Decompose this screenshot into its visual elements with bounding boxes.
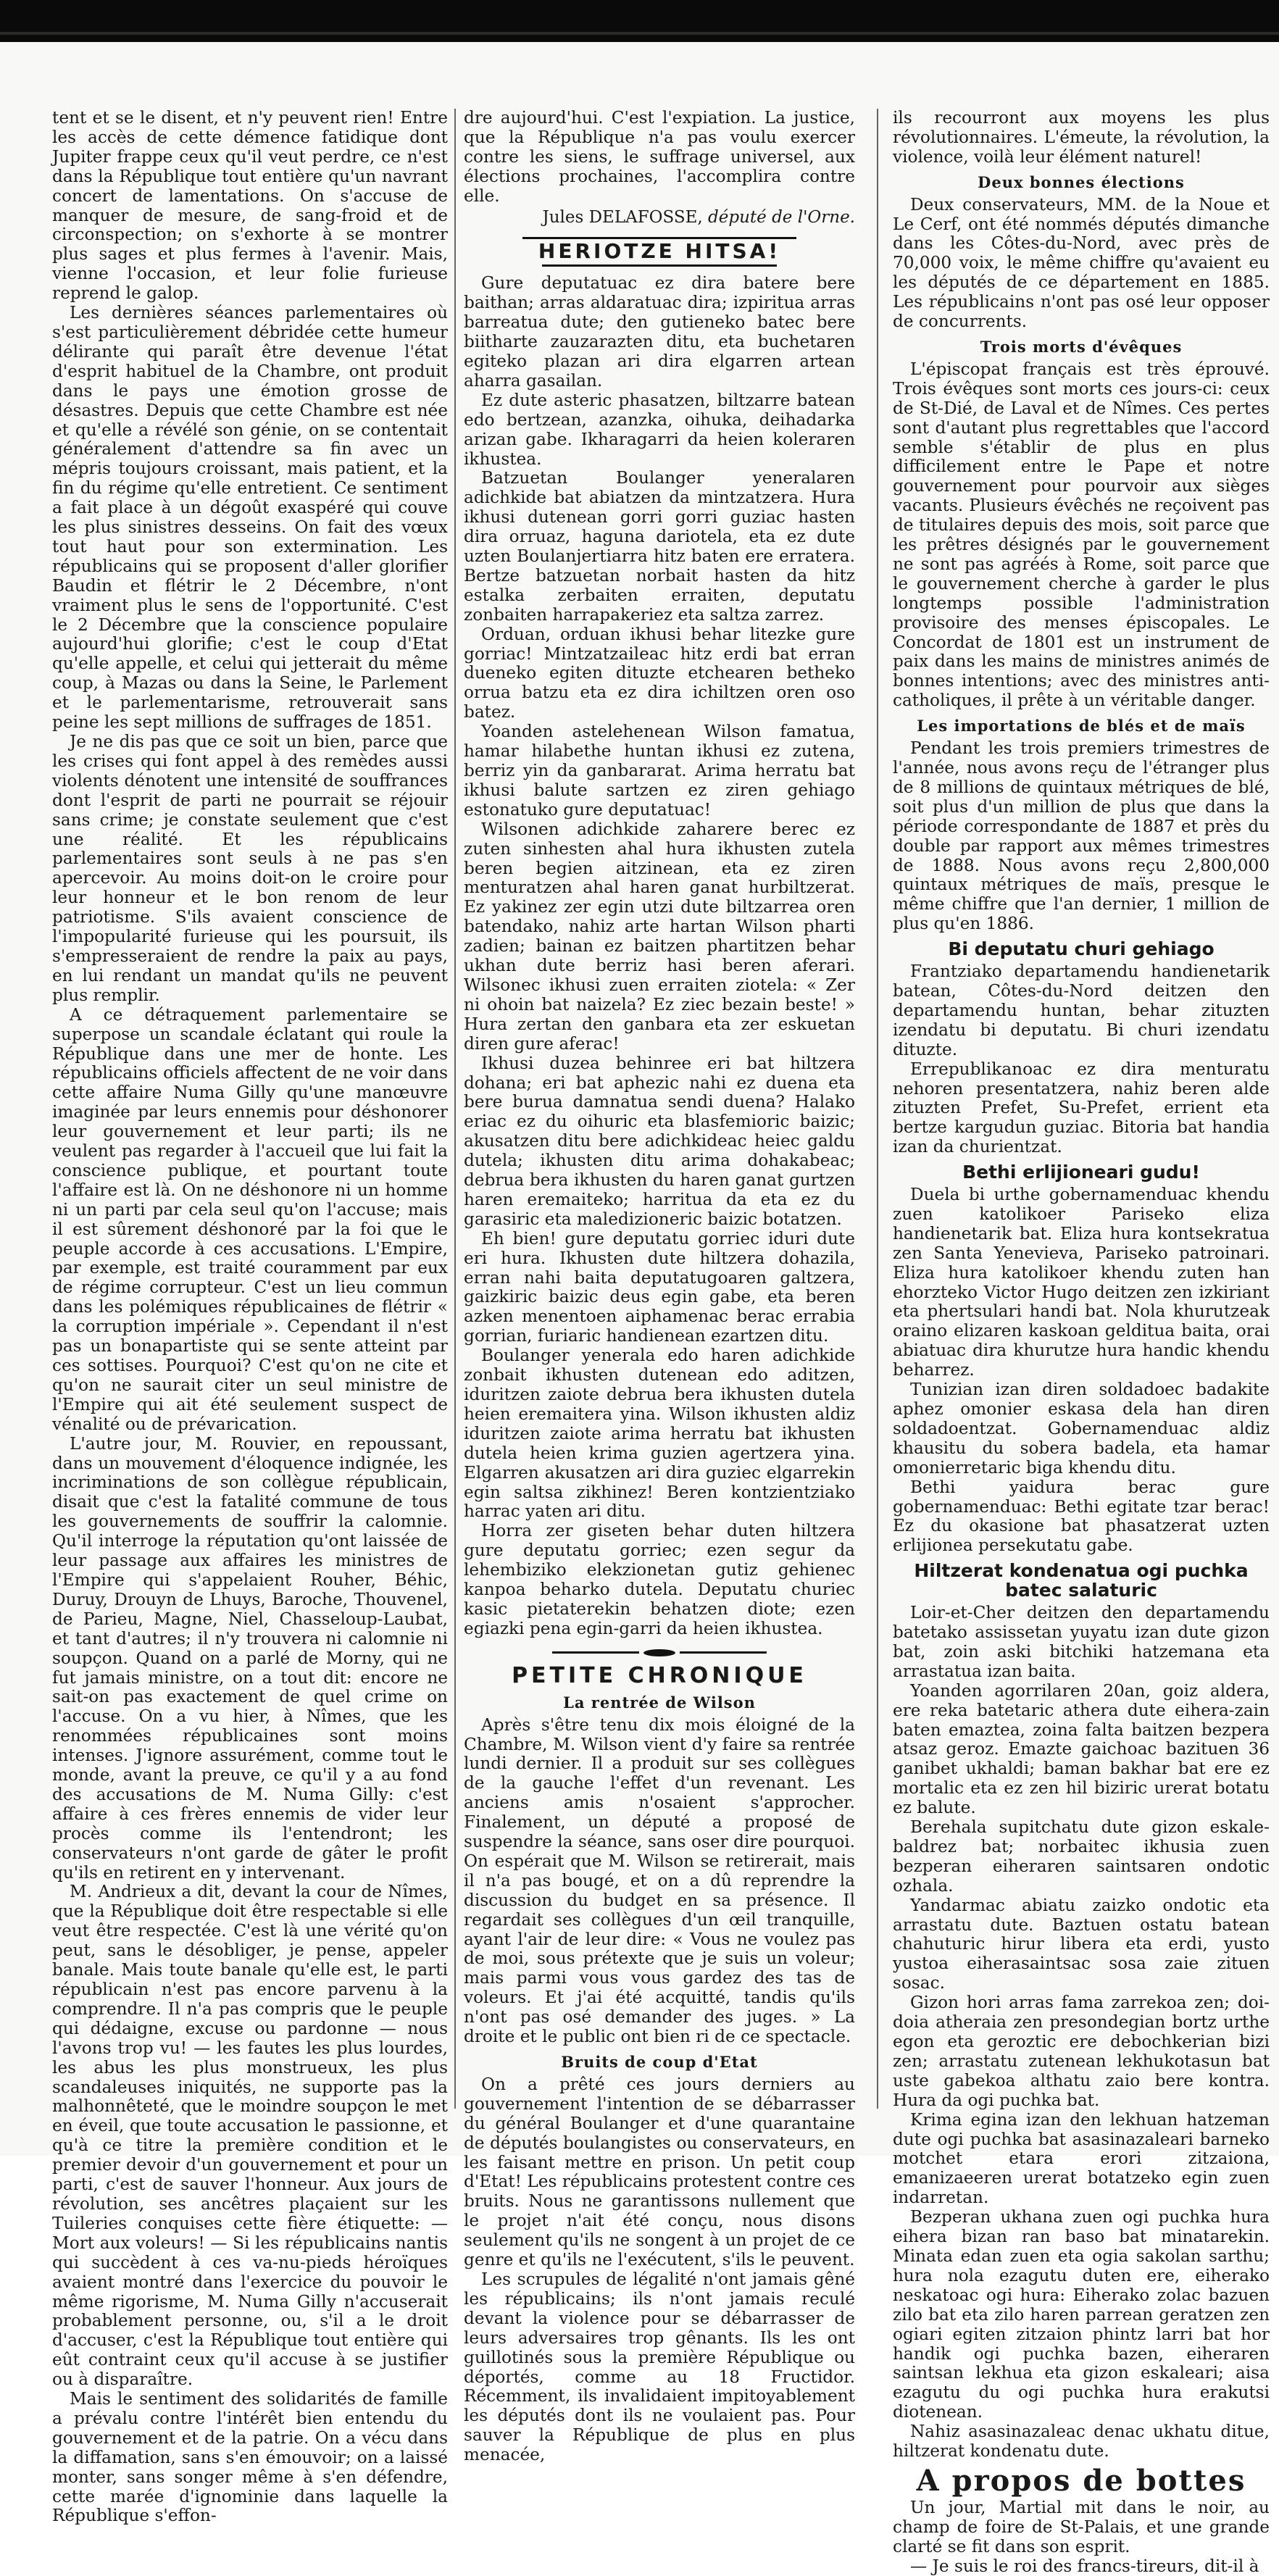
article-paragraph: Berehala supitchatu dute gizon eskale-baldrez bat; norbaitec ikhusia zuen bezperan eiheraren saintsaren ondotic ozhala. xyxy=(893,1817,1270,1896)
article-signature xyxy=(464,208,855,228)
chronique-heading xyxy=(464,1662,855,1688)
article-paragraph: On a prêté ces jours derniers au gouvernement l'intention de se débarrasser du général Boulanger et d'une quarantaine de députés boulangistes ou conservateurs, en les faisant mettre en prison. Un petit coup d'Etat! Les républicains protestent contre ces bruits. Nous ne garantissons nullement que le projet n'ait été conçu, nous disons seulement qu'ils ne songent à un projet de ce genre et qu'ils ne l'exécutent, s'ils le peuvent. xyxy=(464,2074,855,2270)
signature-role: député de l'Orne. xyxy=(708,207,855,227)
article-paragraph: Frantziako departamendu handienetarik batean, Côtes-du-Nord deitzen den departamendu huntan, behar zituzten izendatu bi deputatu. Bi churi izendatu dituzte. xyxy=(893,962,1270,1059)
article-paragraph: Wilsonen adichkide zaharere berec ez zuten sinhesten ahal hura ikhusten zutela beren begien aitzinean, eta ez ziren menturatzen ahal haren ganat hurbiltzerat. Ez yakinez zer egin utzi dute biltzarrea oren batendako, nahiz arte hartan Wilson pharti zadien; bainan ez baitzen phartitzen behar ukhan dute berriz hasi beren aferari. Wilsonec ikhusi zuen erraiten ziotela: « Zer ni ohoin bat naizela? Ez ziec bezain beste! » Hura zertan den ganbara eta zer eskuetan diren gure aferac! xyxy=(464,819,855,1054)
article-paragraph: Errepublikanoac ez dira menturatu nehoren presentatzera, nahiz beren alde zituzten Prefet, Su-Prefet, errient eta bertze kargudun guziac. Bitoria bat handia izan da churientzat. xyxy=(893,1059,1270,1157)
article-paragraph: Gizon hori arras fama zarrekoa zen; doi-doia atheraia zen presondegian bortz urthe egon eta geroztic ere debochkerian bizi zen; arrastatu zutenean lekhukotasun bat uste gabekoa althatu zaio bere kontra. Hura da ogi puchka bat. xyxy=(893,1993,1270,2110)
column-rule xyxy=(877,109,878,2109)
subsection-title: Hiltzerat kondenatua ogi puchka batec salaturic xyxy=(914,1560,1249,1601)
article-paragraph: Pendant les trois premiers trimestres de l'année, nous avons reçu de l'étranger plus de 8 millions de quintaux métriques de blé, soit plus d'un million de plus que dans la période correspondante de 1887 et près du double par rapport aux mêmes trimestres de 1888. Nous avons reçu 2,800,000 quintaux métriques de maïs, presque le même chiffre que l'an dernier, 1 million de plus qu'en 1886. xyxy=(893,738,1270,934)
article-paragraph: Tunizian izan diren soldadoec badakite aphez omonier eskasa dela han diren soldadoentzat. Gobernamenduac aldiz khausitu du sobera badela, eta hamar omonierretaric biga khendu ditu. xyxy=(893,1380,1270,1477)
article-paragraph: Krima egina izan den lekhuan hatzeman dute ogi puchka bat asasinazaleari barneko motchet etara erori zitzaiona, emanizaeeren urerat botatzeko egin zuen indarretan. xyxy=(893,2109,1270,2208)
heriotze-heading xyxy=(464,237,855,267)
article-paragraph: Yandarmac abiatu zaizko ondotic eta arrastatu dute. Baztuen ostatu batean chahuturic hirur libera eta erdi, yusto yustoa eiherasaintsac sosa zaie zituen sosac. xyxy=(893,1895,1270,1993)
article-paragraph: — Je suis le roi des francs-tireurs, dit-il à xyxy=(910,2556,1259,2576)
article-paragraph: Un jour, Martial mit dans le noir, au champ de foire de St-Palais, et une grande clarté se fit dans son esprit. xyxy=(893,2497,1270,2556)
article-paragraph: Mais le sentiment des solidarités de famille a prévalu contre l'intérêt bien entendu du gouvernement et de la patrie. On a vécu dans la diffamation, sans s'en émouvoir; on a laissé monter, sans songer même à s'en défendre, cette marée d'ignominie dans laquelle la République s'effon- xyxy=(52,2389,448,2526)
article-paragraph: Yoanden agorrilaren 20an, goiz aldera, ere reka batetaric athera dute eihera-zain baten emaztea, zoina falta baitzen bezpera atsaz geroz. Emazte gaichoac bazituen 36 ganibet ukhaldi; baman bakhar bat ere ez mortalic eta ez zen hil biziric urerat botatu ez balute. xyxy=(893,1680,1270,1818)
article-paragraph: Après s'être tenu dix mois éloigné de la Chambre, M. Wilson vient d'y faire sa rentrée lundi dernier. Il a produit sur ses collègues de la gauche l'effet d'un revenant. Les anciens amis n'osaient s'approcher. Finalement, un député a proposé de suspendre la séance, sans oser dire pourquoi. On espérait que M. Wilson se retirerait, mais il n'a pas bougé, et on a dû reprendre la discussion du budget en sa présence. Il regardait ses collègues d'un œil tranquille, ayant l'air de leur dire: « Vous ne voulez pas de moi, sous prétexte que je suis un voleur; mais parmi vous vous gardez des tas de voleurs. Et j'ai été acquitté, tandis qu'ils n'ont pas osé demander des juges. » La droite et le public ont bien ri de ce spectacle. xyxy=(464,1714,855,2047)
article-paragraph: Boulanger yenerala edo haren adichkide zonbait ikhusten dutenean edo aditzen, iduritzen zaiote debrua bera ikhusten dutela heien eremaitera yina. Wilson ikhusten aldiz iduritzen zaiote arima herratu bat ikhusten dutela heien krima guzien agertzera yina. Elgarren akusatzen ari dira guziec elgarrekin egin saltsa zikhinez! Beren kontzientziako harrac yaten ari ditu. xyxy=(464,1346,855,1522)
subsection-title: Les importations de blés et de maïs xyxy=(917,717,1246,735)
subsection-title: Deux bonnes élections xyxy=(978,172,1185,191)
article-paragraph: Ikhusi duzea behinree eri bat hiltzera dohana; eri bat aphezic nahi ez duena eta bere burua damnatua sendi duena? Halako eriac ez du oihuric eta blasfemioric baizic; akusatzen ditu bere adichkideac heiec galdu dutela; ikhusten ditu arima dohakabeac; debrua bera ikhusten du haren ganat gurtzen haren eremaiteko; harritua da eta ez du garasiric eta maledizioneric baizic botatzen. xyxy=(464,1053,855,1229)
signature-name: Jules DELAFOSSE, xyxy=(542,207,703,227)
subsection-title: Trois morts d'évêques xyxy=(980,337,1183,356)
article-paragraph: Les scrupules de légalité n'ont jamais gêné les républicains; ils n'ont jamais reculé devant la violence pour se débarrasser de leurs adversaires trop gênants. Ils les ont guillotinés sous la première République ou déportés, comme au 18 Fructidor. Récemment, ils invalidaient impitoyablement les députés dont ils ne voulaient pas. Pour sauver la République de plus en plus menacée, xyxy=(464,2269,855,2465)
article-paragraph: Yoanden astelehenean Wilson famatua, hamar hilabethe huntan ikhusi ez zutena, berriz yin da ganbararat. Arima herratu bat ikhusi balute sartzen ez ziren gehiago estonatuko gure deputatuac! xyxy=(464,722,855,820)
column-middle xyxy=(464,108,855,2465)
article-paragraph: tent et se le disent, et n'y peuvent rien! Entre les accès de cette démence fatidique dont Jupiter frappe ceux qu'il veut perdre, ce n'est dans la République tout entière qu'un navrant concert de lamentations. On s'accuse de manquer de mesure, de sang-froid et de circonspection; on s'exhorte à se montrer plus sages et plus fermes à l'avenir. Mais, vienne l'occasion, et leur folie furieuse reprend le galop. xyxy=(52,108,448,304)
article-paragraph: Duela bi urthe gobernamenduac khendu zuen katolikoer Pariseko eliza handienetarik bat. Eliza hura kontsekratua zen Santa Yenevieva, Pariseko patroinari. Eliza hura katolikoer khendu zuten han ehorzteko Victor Hugo deitzen zen izkiriant eta phertsulari handi bat. Nola khurutzeak oraino elizaren kaskoan gelditua baita, orai abiatuac dira khurutze hura handic khendu beharrez. xyxy=(893,1185,1270,1380)
article-paragraph: ils recourront aux moyens les plus révolutionnaires. L'émeute, la révolution, la violence, voilà leur élément naturel! xyxy=(893,108,1270,167)
article-paragraph: Je ne dis pas que ce soit un bien, parce que les crises qui font appel à des remèdes aussi violents dénotent une intensité de souffrances dont l'esprit de parti ne pourrait se réjouir sans crime; je constate seulement que c'est une réalité. Et les républicains parlementaires sont seuls à ne pas s'en apercevoir. Au moins doit-on le croire pour leur honneur et le bon renom de leur patriotisme. S'ils avaient conscience de l'impopularité furieuse qui les poursuit, ils s'empresseraient de rendre la paix au pays, en lui rendant un mandat qu'ils ne peuvent plus remplir. xyxy=(52,732,448,1005)
article-paragraph: Batzuetan Boulanger yeneralaren adichkide bat abiatzen da mintzatzera. Hura ikhusi dutenean gorri gorri guziac hasten dira orruaz, haguna dariotela, eta ez dute uzten Boulanjertiarra hitz baten ere erratera. Bertze batzuetan norbait hasten da hitz estalka zerbaiten erraiten, deputatu zonbaiten harrapakeriez eta saltza zarrez. xyxy=(464,468,855,625)
heading-rule xyxy=(542,264,777,267)
article-paragraph: Ez dute asteric phasatzen, biltzarre batean edo bertzean, azanzka, oihuka, deihadarka arizan gabe. Ikharagarri da heien koleraren ikhustea. xyxy=(464,390,855,469)
section-title: PETITE CHRONIQUE xyxy=(512,1662,807,1688)
article-paragraph: Horra zer giseten behar duten hiltzera gure deputatu gorriec; ezen segur da lehembiziko elekzionetan gutiz gehienec kanpoa beharko dutela. Deputatu churiec kasic pietaterekin behatzen diote; ezen egiazki pena egin-garri da heien ikhustea. xyxy=(464,1521,855,1638)
subsection-title: Bi deputatu churi gehiago xyxy=(948,938,1215,960)
article-paragraph: A ce détraquement parlementaire se superpose un scandale éclatant qui roule la République dans une mer de honte. Les républicains officiels affectent de ne voir dans cette affaire Numa Gilly qu'une manœuvre imaginée par leurs ennemis pour déshonorer leur gouvernement et leur parti; ils ne veulent pas regarder à l'accueil que lui fait la conscience publique, et pourtant toute l'affaire est là. On ne déshonore ni un homme ni un parti par cela seul qu'on l'accuse; mais il est sûrement déshonoré par la foi que le peuple accorde à ces accusations. L'Empire, par exemple, est traité couramment par eux de régime corrupteur. C'est un lieu commun dans les polémiques républicaines de flétrir « la corruption impériale ». Cependant il n'est pas un bonapartiste qui se sente atteint par ces sottises. Pourquoi? C'est qu'on ne cite et qu'on ne saurait citer un seul ministre de l'Empire qui ait été seulement suspect de vénalité ou de prévarication. xyxy=(52,1004,448,1434)
article-paragraph: M. Andrieux a dit, devant la cour de Nîmes, que la République doit être respectable si elle veut être respectée. C'est là une vérité qu'on peut, sans le désobliger, je pense, appeler banale. Mais toute banale qu'elle est, le parti républicain n'est pas encore parvenu à la comprendre. Il n'a pas compris que le peuple qui dédaigne, excuse ou pardonne — nous l'avons trop vu! — les fautes les plus lourdes, les abus les plus monstrueux, les plus scandaleuses iniquités, ne supporte pas la malhonnêteté, que le moindre soupçon le met en éveil, que toute accusation le passionne, et qu'à ce titre la première condition et le premier devoir d'un gouvernement et pour un parti, c'est de sauver l'honneur. Aux jours de révolution, ses ancêtres plaçaient sur les Tuileries conquises cette fière étiquette: — Mort aux voleurs! — Si les républicains nantis qui succèdent à ces va-nu-pieds héroïques avaient montré dans l'exercice du pouvoir le même rigorisme, M. Numa Gilly n'accuserait probablement personne, ou, s'il a le droit d'accuser, c'est la République tout entière qui eût contraint ceux qu'il accuse à se justifier ou à disparaître. xyxy=(52,1882,448,2390)
subsection-title: Bruits de coup d'Etat xyxy=(561,2053,758,2071)
article-paragraph: Les dernières séances parlementaires où s'est particulièrement débridée cette humeur délirante qui paraît être devenue l'état d'esprit habituel de la Chambre, ont produit dans le pays une émotion grosse de désastres. Depuis que cette Chambre est née et qu'elle a révélé son génie, on se contentait généralement d'attendre sa fin avec un mépris toujours croissant, mais patient, et la fin du régime qu'elle entretient. Ce sentiment a fait place à un dégoût exaspéré qui couve les plus sinistres desseins. On fait des vœux tout haut pour son extermination. Les républicains qui se proposent d'aller glorifier Baudin et flétrir le 2 Décembre, n'ont vraiment plus le sens de l'opportunité. C'est le 2 Décembre que la conscience populaire aujourd'hui glorifie; c'est le coup d'Etat qu'elle appelle, et celui qui jetterait du même coup, à Mazas ou dans la Seine, le Parlement et le parlementarisme, retrouverait sans peine les sept millions de suffrages de 1851. xyxy=(52,303,448,733)
article-paragraph: L'épiscopat français est très éprouvé. Trois évêques sont morts ces jours-ci: ceux de St-Dié, de Laval et de Nîmes. Ces pertes sont d'autant plus regrettables que l'accord semble s'établir de plus en plus difficilement entre le Pape et notre gouvernement pour pourvoir aux sièges vacants. Plusieurs évêchés ne reçoivent pas de titulaires depuis des mois, soit parce que les prêtres désignés par le gouvernement ne sont pas agréés à Rome, soit parce que le gouvernement cherche à garder le plus longtemps possible l'administration provisoire des menses épiscopales. Le Concordat de 1801 est un instrument de paix dans les mains de ministres animés de bonnes intentions; avec des ministres anti-catholiques, il prête à un véritable danger. xyxy=(893,359,1270,711)
subsection-title: Bethi erlijioneari gudu! xyxy=(962,1162,1200,1183)
article-paragraph: Nahiz asasinazaleac denac ukhatu ditue, hiltzerat kondenatu dute. xyxy=(893,2422,1270,2462)
article-paragraph: Orduan, orduan ikhusi behar litezke gure gorriac! Mintzatzaileac hitz erdi bat erran dueneko egiten dituzte etchearen betheko orrua batzu eta ez dira ichiltzen oren oso batez. xyxy=(464,624,855,722)
subsection-title: La rentrée de Wilson xyxy=(563,1693,756,1712)
article-paragraph: Eh bien! gure deputatu gorriec iduri dute eri hura. Ikhusten dute hiltzera dohazila, erran nahi baita deputatugoaren galtzera, gaizkiric baizic deus egin gabe, eta beren azken menentoen aiphamenac berac errabia gorrian, furiaric handienean ezartzen ditu. xyxy=(464,1228,855,1346)
column-left xyxy=(52,108,448,2526)
scan-top-border xyxy=(0,0,1279,42)
column-rule xyxy=(454,109,456,2109)
article-paragraph: Loir-et-Cher deitzen den departamendu batetako assissetan yuyatu izan dute gizon bat, zoin aski bitchiki hatzemana eta arrastatua izan baita. xyxy=(893,1603,1270,1681)
article-paragraph: dre aujourd'hui. C'est l'expiation. La justice, que la République n'a pas voulu exercer contre les siens, le suffrage universel, aux élections prochaines, l'accomplira contre elle. xyxy=(464,108,855,206)
section-title: A propos de bottes xyxy=(916,2463,1246,2498)
scan-top-edge xyxy=(0,32,1279,35)
article-paragraph: Deux conservateurs, MM. de la Noue et Le Cerf, ont été nommés députés dimanche dans les Côtes-du-Nord, avec près de 70,000 voix, le même chiffre qu'avaient eu les députés de ce département en 1885. Les républicains n'ont pas osé leur opposer de concurrents. xyxy=(893,194,1270,332)
section-title: HERIOTZE HITSA! xyxy=(538,239,781,264)
article-paragraph: Bezperan ukhana zuen ogi puchka hura eihera bizan ran baso bat minatarekin. Minata edan zuen eta ogia sakolan sarthu; hura nola ezagutu duten ere, eiherako neskatoac ogi hura: Eiherako zolac bazuen zilo bat eta zilo haren parrean geratzen zen ogiari egiten zitzaion phintz larri bat hor handik ogi puchka bazen, eiheraren saintsan lekhua eta gizon eskaleari; aisa ezagutu du ogi puchka hura erakutsi diotenean. xyxy=(893,2207,1270,2422)
ornament-divider xyxy=(464,1649,855,1656)
article-paragraph: L'autre jour, M. Rouvier, en repoussant, dans un mouvement d'éloquence indignée, les incriminations de son collègue républicain, disait que c'est la fatalité commune de tous les gouvernements de souffrir la calomnie. Qu'il interroge la réputation qu'ont laissée de leur passage aux affaires les ministres de l'Empire qui s'appelaient Rouher, Béhic, Duruy, Drouyn de Lhuys, Baroche, Thouvenel, de Parieu, Magne, Niel, Chasseloup-Laubat, et tant d'autres; il n'y trouvera ni calomnie ni soupçon. Quand on a parlé de Morny, qui ne fut jamais ministre, on a tout dit: encore ne sait-on pas exactement de quel crime on l'accuse. On a vu hier, à Nîmes, que les renommées républicaines sont moins intenses. J'ignore assurément, comme tout le monde, avant la preuve, ce qu'il y a au fond des accusations de M. Numa Gilly: c'est affaire à ces frères ennemis de vider leur procès comme ils l'entendront; les conservateurs n'ont garde de gâter le profit qu'ils en retirent en y intervenant. xyxy=(52,1433,448,1883)
article-paragraph: Bethi yaidura berac gure gobernamenduac: Bethi egitate tzar berac! Ez du okasione bat phasatzerat uzten erlijionea persekutatu gabe. xyxy=(893,1477,1270,1556)
column-right xyxy=(893,108,1270,2576)
article-paragraph: Gure deputatuac ez dira batere bere baithan; arras aldaratuac dira; izpiritua arras barreatua dute; den gutieneko batec bere biitharte zauzarazten ditu, eta buchetaren egiteko plazan ari dira elgarren artean aharra gasailan. xyxy=(464,273,855,391)
